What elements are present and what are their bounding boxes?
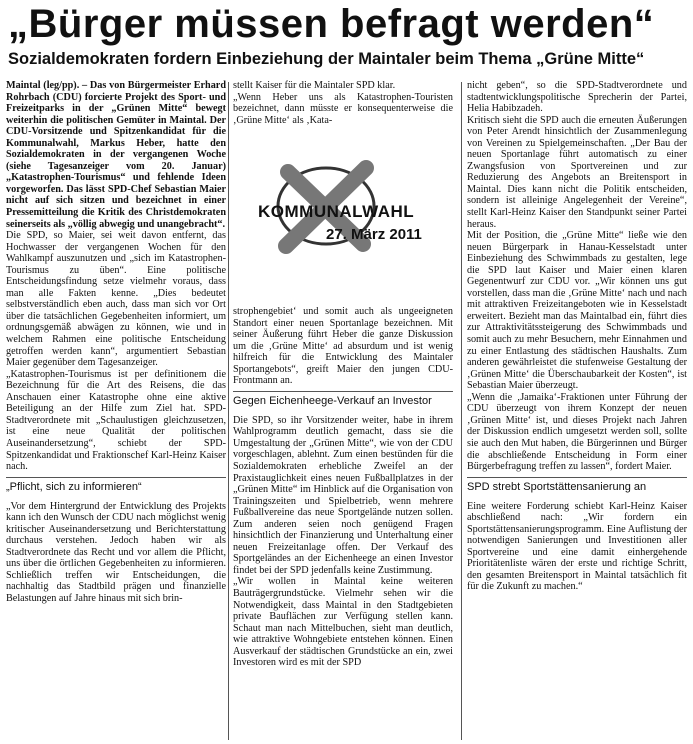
body-paragraph: „Vor dem Hintergrund der Entwicklung des Projekts kann ich den Wunsch der CDU nach möglichst wenig kritischer Auseinandersetzung und Berichterstattung durchaus verstehen. Jedoch haben wir als Stadtverordnete das Recht und vor allem die Pflicht, uns über die örtlichen Gegebenheiten zu informieren. Schließlich treffen wir Entscheidungen, die nachhaltig das Stadtbild prägen und finanzielle Belastungen auf Jahre hinaus mit sich brin-: [6, 500, 226, 604]
logo-text: KOMMUNALWAHL: [258, 202, 415, 221]
body-paragraph: „Katastrophen-Tourismus ist per definitionem die Bezeichnung für die Art des Reisens, die das Anschauen einer Katastrophe ohne eine aktive Beteiligung an der Hilfe zum Ziel hat. SPD-Stadtverordnete mit „Schaulustigen gleichzusetzen, ist eine neue Qualität der politischen Auseinandersetzung“, schiebt der SPD-Spitzenkandidat und Fraktionschef Karl-Heinz Kaiser nach.: [6, 368, 226, 473]
body-paragraph: Die SPD, so Maier, sei weit davon entfernt, das Hochwasser der vergangenen Wochen für den Wahlkampf auszunutzen und „sich im Katastrophen-Tourismus zu üben“. Eine politische Entscheidungsfindung setze vielmehr voraus, dass man alle Fakten kenne. „Dies bedeutet selbstverständlich eben auch, dass man sich vor Ort über die tatsächlichen Gegebenheiten informiert, um ordnungsgemäß abwägen zu können, wie und in welchem Rahmen eine politische Entscheidung getroffen werden kann“, argumentiert Sebastian Maier gegenüber dem Tagesanzeiger.: [6, 230, 226, 369]
body-paragraph: Kritisch sieht die SPD auch die erneuten Äußerungen von Peter Arendt hinsichtlich der Zusammenlegung von Vereinen zu Spielgemeinschaften. „Der Bau der neuen Sportanlage führt automatisch zu einer Zwangsfusion von Sportvereinen und zur Reduzierung des Angebots an Breitensport in Maintal. Dies kann nicht die Politik entscheiden, sondern ist alleinige Angelegenheit der Vereine“, stellt Karl-Heinz Kaiser den Standpunkt seiner Partei heraus.: [467, 114, 687, 230]
section-heading: „Pflicht, sich zu informieren“: [6, 477, 226, 498]
headline: „Bürger müssen befragt werden“: [8, 2, 655, 46]
column-3: [467, 80, 687, 740]
subheadline: Sozialdemokraten fordern Einbeziehung der Maintaler beim Thema „Grüne Mitte“: [8, 50, 645, 68]
body-paragraph: Die SPD, so ihr Vorsitzender weiter, habe in ihrem Wahlprogramm deutlich gemacht, dass sie die Umgestaltung der „Grünen Mitte“, wie von der CDU vorgeschlagen, ablehnt. Zum einen bestünden für die Sozialdemokraten erhebliche Zweifel an der Praxistauglichkeit eines neuen Fußballplatzes in der „Grünen Mitte“ im Hinblick auf die Organisation von Trainingszeiten und Spielbetrieb, wenn mehrere Fußballvereine das neue Sportgelände nutzen sollen. Zum anderen seien noch genügend Fragen hinsichtlich der Finanzierung und Unterhaltung einer neuen Freizeitanlage offen. Der Verkauf des Sportgeländes an der Eichenheege an einen Investor findet bei der SPD jedenfalls keine Zustimmung.: [233, 414, 453, 576]
kommunalwahl-logo: [258, 158, 468, 254]
column-2: [233, 306, 453, 742]
body-paragraph: nicht geben“, so die SPD-Stadtverordnete und stadtentwicklungspolitische Sprecherin der Partei, Helia Habibzadeh.: [467, 80, 687, 115]
body-paragraph: „Wenn Heber uns als Katastrophen-Touristen bezeichnet, dann müsste er konsequenterweise die ‚Grüne Mitte‘ als ‚Kata-: [233, 91, 453, 126]
election-date: 27. März 2011: [326, 226, 422, 243]
section-heading: Gegen Eichenheege-Verkauf an Investor: [233, 391, 453, 412]
section-heading: SPD strebt Sportstättensanierung an: [467, 477, 687, 498]
body-paragraph: Mit der Position, die „Grüne Mitte“ ließe wie den neuen Bürgerpark in Hanau-Kesselstadt unter Einbeziehung des Schwimmbads zu gestalten, lege die SPD laut Kaiser und Maier einen klaren Gegenentwurf zur CDU vor. „Wir können uns gut vorstellen, dass man die ‚Grüne Mitte‘ nach und nach mit attraktiven Freizeitangeboten wie in Kesselstadt erweitert. Bezieht man das Maintalbad ein, führt dies zur Attraktivitätssteigerung des Schwimmbads und somit auch zu mehr Besuchern, mehr Einnahmen und zu einer Entlastung des städtischen Haushalts. Zum anderen gewährleistet die stufenweise Gestaltung der ‚Grünen Mitte‘ die Überschaubarkeit der Kosten“, ist Sebastian Maier überzeugt.: [467, 230, 687, 392]
lead-paragraph: Maintal (leg/pp). – Das von Bürgermeister Erhard Rohrbach (CDU) forcierte Projekt des Sport- und Freizeitparks in der „Grünen Mitte“ bewegt weiterhin die politischen Gemüter in Maintal. Der CDU-Vorsitzende und Spitzenkandidat für die Kommunalwahl, Markus Heber, hatte den Sozialdemokraten in der vergangenen Woche (siehe Tagesanzeiger vom 20. Januar) „Katastrophen-Tourismus“ und fehlende Ideen vorgeworfen. Das lässt SPD-Chef Sebastian Maier nicht auf sich sitzen und bezeichnet in einer Pressemitteilung die Kritik des Christdemokraten seinerseits als „völlig abwegig und unangebracht“.: [6, 80, 226, 230]
column-rule: [228, 82, 229, 740]
body-paragraph: „Wenn die ‚Jamaika‘-Fraktionen unter Führung der CDU überzeugt von ihrem Konzept der neuen ‚Grünen Mitte‘ ist, und dieses Projekt nach Jahren der Diskussion endlich umgesetzt werden soll, sollte sie auch den Mut haben, die Bürgerinnen und Bürger die abschließende Entscheidung in Form einer Bürgerbefragung treffen zu lassen“, fordert Maier.: [467, 391, 687, 473]
body-paragraph: Eine weitere Forderung schiebt Karl-Heinz Kaiser abschließend nach: „Wir fordern ein Sportstättensanierungsprogramm. Eine Auflistung der notwendigen Sanierungen und Investitionen aller Sportvereine und eine damit einhergehende Prioritätenliste wären der erste und richtige Schritt, den gesamten Breitensport in Maintal tatsächlich fit für die Zukunft zu machen.“: [467, 500, 687, 593]
column-1: [6, 80, 226, 740]
body-paragraph: strophengebiet‘ und somit auch als ungeeigneten Standort einer neuen Sportanlage bezeichnen. Mit seiner Äußerung führt Heber die ganze Diskussion um die ‚Grüne Mitte‘ ad absurdum und ist wenig hilfreich für die Entwicklung des Maintaler Sportangebots“, greift Maier den jungen CDU-Frontmann an.: [233, 306, 453, 387]
body-paragraph: stellt Kaiser für die Maintaler SPD klar.: [233, 80, 396, 91]
column-2-top: [233, 80, 453, 140]
body-paragraph: „Wir wollen in Maintal keine weiteren Bauträgergrundstücke. Vielmehr sehen wir die Notwendigkeit, dass Maintal in den Stadtgebieten private Bauflächen zur Verfügung stellen kann. Schaut man nach Mittelbuchen, sieht man deutlich, wie attraktive Wohngebiete entstehen können. Einen Ausverkauf der städtischen Grundstücke an ein, zwei Investoren wird es mit der SPD: [233, 576, 453, 669]
